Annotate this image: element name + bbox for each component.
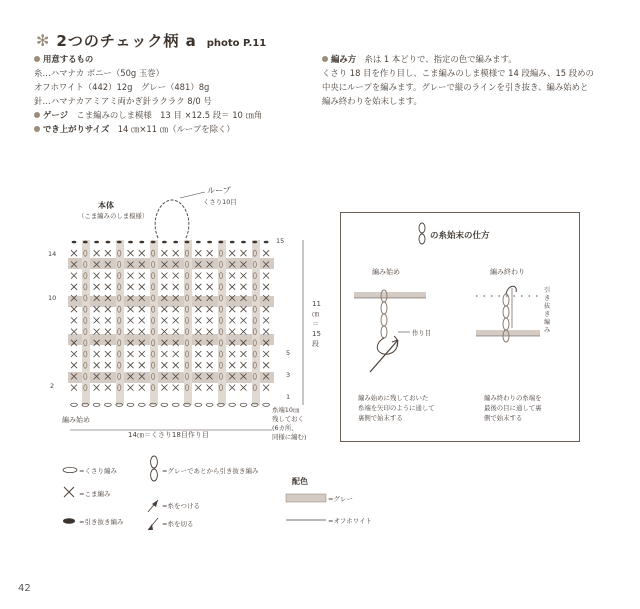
snowflake-icon: ✻ — [36, 31, 51, 50]
sc-stitch-mark — [139, 362, 145, 368]
end-description — [484, 393, 542, 422]
sc-stitch-mark — [94, 317, 100, 323]
sc-stitch-mark — [139, 273, 145, 279]
pull-label-char: 編 — [544, 319, 551, 326]
sc-stitch-mark — [128, 362, 134, 368]
legend-slip-gray: =グレーであとから引き抜き編み — [162, 467, 259, 475]
method-heading: 編み方 — [331, 54, 357, 64]
row-number: 5 — [286, 349, 291, 357]
size-label: でき上がりサイズ — [43, 124, 110, 134]
sc-stitch-mark — [139, 385, 145, 391]
sc-stitch-mark — [207, 329, 213, 335]
description-line: 糸端を矢印のように通して — [358, 404, 435, 412]
end-illustration — [476, 286, 540, 342]
sc-stitch-mark — [207, 284, 213, 290]
description-line: 側で始末する — [484, 414, 523, 422]
sc-stitch-mark — [241, 284, 247, 290]
sc-stitch-mark — [128, 351, 134, 357]
sc-stitch-mark — [161, 329, 167, 335]
chain-stitch-mark — [138, 403, 145, 406]
slip-stitch-mark — [207, 241, 212, 244]
finish-box-title: の糸始末の仕方 — [430, 231, 490, 241]
bullet-icon — [34, 56, 40, 62]
slip-stitch-mark — [219, 241, 224, 244]
slip-stitch-mark — [173, 241, 178, 244]
slip-stitch-mark — [196, 241, 201, 244]
sc-stitch-mark — [229, 284, 235, 290]
chain-stitch-mark — [93, 403, 100, 406]
sc-stitch-mark — [173, 329, 179, 335]
colors-line: オフホワイト（442）12g グレー（481）8g — [34, 82, 210, 92]
sc-stitch-mark — [71, 385, 77, 391]
pull-label-char: き — [544, 311, 551, 318]
row-number: 15 — [276, 237, 285, 245]
slip-stitch-mark — [264, 241, 269, 244]
slip-stitch-mark — [241, 241, 246, 244]
sc-stitch-mark — [241, 385, 247, 391]
pull-label-char: 引 — [544, 287, 551, 294]
slip-stitch-mark — [230, 241, 235, 244]
sc-stitch-mark — [207, 250, 213, 256]
sc-stitch-mark — [139, 351, 145, 357]
slip-stitch-mark — [139, 241, 144, 244]
start-label: 編み始め — [372, 268, 400, 276]
sc-stitch-mark — [128, 385, 134, 391]
sc-stitch-mark — [241, 351, 247, 357]
sc-stitch-mark — [173, 351, 179, 357]
tail-note-line: 同様に編む) — [272, 433, 307, 441]
gray-swatch — [286, 494, 326, 502]
hook-label: 作り目 — [412, 329, 432, 337]
sc-stitch-mark — [105, 351, 111, 357]
method-line: 編み終わりを始末します。 — [322, 96, 422, 106]
size-value: 14 ㎝×11 ㎝（ループを除く） — [117, 124, 235, 134]
sc-stitch-mark — [161, 351, 167, 357]
materials-heading: 用意するもの — [43, 54, 94, 64]
sc-stitch-mark — [128, 306, 134, 312]
sc-stitch-mark — [139, 250, 145, 256]
slip-stitch-mark — [162, 241, 167, 244]
sc-stitch-mark — [263, 284, 269, 290]
sc-stitch-mark — [263, 329, 269, 335]
bullet-icon — [34, 112, 40, 118]
slip-stitch-mark — [252, 241, 257, 244]
sc-stitch-mark — [229, 317, 235, 323]
row-number: 3 — [286, 371, 291, 379]
sc-stitch-mark — [195, 351, 201, 357]
sc-stitch-mark — [207, 306, 213, 312]
sc-stitch-mark — [263, 250, 269, 256]
sc-stitch-mark — [71, 317, 77, 323]
legend-chain: =くさり編み — [79, 467, 117, 475]
sc-stitch-mark — [173, 385, 179, 391]
chain-stitch-mark — [127, 403, 134, 406]
sc-stitch-mark — [173, 250, 179, 256]
sc-stitch-mark — [241, 306, 247, 312]
sc-stitch-mark — [71, 250, 77, 256]
tail-note-line: (6カ所、 — [272, 424, 298, 432]
method-line: 中央にループを編みます。グレーで縦のラインを引き抜き、編み始めと — [322, 82, 589, 92]
page-title: ✻ 2つのチェック柄 a photo P.11 — [36, 31, 267, 50]
sc-stitch-mark — [161, 284, 167, 290]
bullet-icon — [322, 56, 328, 62]
tail-note — [272, 405, 306, 441]
body-sub-label: （こま編みのしま模様） — [78, 212, 149, 220]
gray-slip-icon — [151, 456, 158, 481]
gauge-label: ゲージ — [43, 110, 68, 120]
tail-note-line: 糸端10㎝ — [272, 406, 300, 414]
tail-note-line: 残しておく — [272, 415, 304, 423]
height-label-part: ㎝ — [312, 310, 319, 318]
method-line: くさり 18 目を作り目し、こま編みのしま模様で 14 段編み、15 段めの — [322, 68, 594, 78]
legend-sc: =こま編み — [79, 490, 111, 498]
sc-stitch-mark — [207, 385, 213, 391]
sc-stitch-mark — [241, 362, 247, 368]
sc-stitch-mark — [263, 317, 269, 323]
width-label: 14㎝＝くさり18目作り目 — [128, 431, 209, 439]
photo-ref: photo P.11 — [206, 38, 267, 49]
sc-stitch-mark — [195, 362, 201, 368]
sc-stitch-mark — [71, 351, 77, 357]
chain-stitch-icon — [63, 467, 77, 472]
sc-stitch-mark — [105, 362, 111, 368]
chain-stitch-mark — [263, 403, 270, 406]
color-scheme-heading: 配色 — [292, 477, 308, 486]
legend-cut: =糸を切る — [162, 520, 194, 528]
sc-stitch-mark — [139, 284, 145, 290]
start-description — [358, 393, 435, 422]
gauge-value: こま編みのしま模様 13 目 ×12.5 段＝ 10 ㎝角 — [76, 110, 263, 120]
materials-block — [34, 52, 262, 136]
chain-stitch-mark — [172, 403, 179, 406]
sc-stitch-mark — [105, 317, 111, 323]
needle-line: 針…ハマナカアミアミ両かぎ針ラクラク 8/0 号 — [34, 96, 212, 106]
sc-stitch-mark — [128, 329, 134, 335]
sc-stitch-mark — [94, 306, 100, 312]
attach-yarn-icon — [148, 500, 158, 512]
sc-stitch-mark — [94, 362, 100, 368]
yarn-line: 糸…ハマナカ ボニー（50g 玉巻） — [34, 68, 165, 78]
legend-slip: =引き抜き編み — [79, 518, 124, 526]
sc-stitch-mark — [71, 362, 77, 368]
finish-illustration — [340, 212, 580, 442]
height-label-part: ＝ — [312, 320, 319, 328]
slip-stitch-mark — [83, 241, 88, 244]
row-number: 14 — [48, 250, 57, 258]
sc-stitch-mark — [195, 250, 201, 256]
start-label: 編み始め — [62, 416, 90, 424]
chain-stitch-mark — [229, 403, 236, 406]
sc-stitch-mark — [128, 250, 134, 256]
sc-stitch-mark — [94, 385, 100, 391]
sc-stitch-mark — [207, 362, 213, 368]
sc-stitch-mark — [241, 317, 247, 323]
sc-stitch-mark — [94, 284, 100, 290]
slip-stitch-mark — [117, 241, 122, 244]
legend-attach: =糸をつける — [162, 502, 200, 510]
pull-label — [544, 286, 551, 334]
sc-stitch-mark — [207, 317, 213, 323]
method-block — [322, 52, 594, 108]
row-number: 10 — [48, 294, 57, 302]
slip-chain-icon — [419, 223, 425, 244]
height-label-part: 段 — [312, 340, 319, 348]
sc-stitch-mark — [161, 250, 167, 256]
sc-stitch-mark — [71, 306, 77, 312]
sc-stitch-mark — [161, 306, 167, 312]
sc-stitch-mark — [195, 329, 201, 335]
slip-stitch-mark — [72, 241, 77, 244]
sc-stitch-mark — [105, 250, 111, 256]
pull-label-char: 抜 — [544, 303, 551, 310]
sc-stitch-mark — [139, 317, 145, 323]
start-illustration — [354, 290, 431, 372]
sc-stitch-mark — [161, 385, 167, 391]
slip-stitch-mark — [151, 241, 156, 244]
sc-stitch-mark — [263, 385, 269, 391]
slip-stitch-mark — [185, 241, 190, 244]
chain-stitch-mark — [161, 403, 168, 406]
sc-stitch-mark — [229, 306, 235, 312]
chain-stitch-mark — [105, 403, 112, 406]
sc-stitch-mark — [229, 250, 235, 256]
description-line: 編み始めに残しておいた — [358, 394, 429, 402]
sc-stitch-mark — [173, 317, 179, 323]
height-label-part: 11 — [312, 300, 321, 308]
sc-stitch-mark — [229, 273, 235, 279]
row-number: 2 — [50, 382, 55, 390]
sc-stitch-mark — [139, 306, 145, 312]
cut-yarn-icon — [148, 518, 158, 530]
sc-stitch-mark — [207, 351, 213, 357]
sc-stitch-mark — [173, 284, 179, 290]
chain-stitch-mark — [206, 403, 213, 406]
height-label-part: 15 — [312, 330, 321, 338]
height-label — [312, 300, 321, 348]
sc-stitch-mark — [128, 273, 134, 279]
sc-stitch-mark — [94, 273, 100, 279]
chain-stitch-mark — [71, 403, 78, 406]
loop-sub-label: くさり10目 — [203, 198, 237, 206]
sc-stitch-mark — [229, 362, 235, 368]
sc-stitch-mark — [195, 385, 201, 391]
description-line: 編み終わりの糸端を — [484, 394, 542, 402]
description-line: 最後の目に通して裏 — [484, 404, 542, 412]
sc-stitch-mark — [105, 385, 111, 391]
sc-stitch-mark — [195, 317, 201, 323]
page-number: 42 — [18, 583, 31, 594]
sc-stitch-mark — [229, 351, 235, 357]
sc-stitch-mark — [105, 273, 111, 279]
pull-label-char: き — [544, 295, 551, 302]
end-label: 編み終わり — [490, 268, 525, 276]
sc-stitch-mark — [241, 250, 247, 256]
sc-stitch-mark — [229, 329, 235, 335]
crochet-chart — [0, 180, 330, 450]
sc-stitch-mark — [94, 250, 100, 256]
gray-label: =グレー — [328, 495, 353, 503]
sc-stitch-mark — [195, 306, 201, 312]
sc-stitch-mark — [128, 317, 134, 323]
slip-stitch-mark — [94, 241, 99, 244]
sc-stitch-mark — [105, 306, 111, 312]
sc-stitch-mark — [229, 385, 235, 391]
sc-stitch-mark — [263, 362, 269, 368]
pull-label-char: み — [544, 327, 551, 334]
body-label: 本体 — [98, 201, 114, 210]
sc-stitch-mark — [94, 329, 100, 335]
chain-stitch-mark — [240, 403, 247, 406]
single-crochet-icon — [64, 487, 74, 497]
sc-stitch-mark — [173, 362, 179, 368]
loop-chain — [155, 200, 189, 238]
sc-stitch-mark — [241, 273, 247, 279]
sc-stitch-mark — [263, 306, 269, 312]
row-number: 1 — [286, 393, 291, 401]
sc-stitch-mark — [105, 284, 111, 290]
sc-stitch-mark — [195, 273, 201, 279]
sc-stitch-mark — [128, 284, 134, 290]
sc-stitch-mark — [71, 273, 77, 279]
sc-stitch-mark — [161, 317, 167, 323]
sc-stitch-mark — [263, 273, 269, 279]
loop-label: ループ — [207, 186, 231, 195]
sc-stitch-mark — [241, 329, 247, 335]
color-scheme — [282, 474, 402, 534]
sc-stitch-mark — [161, 362, 167, 368]
sc-stitch-mark — [161, 273, 167, 279]
method-lead: 糸は 1 本どりで、指定の色で編みます。 — [364, 54, 517, 64]
sc-stitch-mark — [263, 351, 269, 357]
white-label: =オフホワイト — [328, 517, 373, 525]
sc-stitch-mark — [173, 306, 179, 312]
chain-stitch-mark — [195, 403, 202, 406]
slip-stitch-icon — [63, 518, 75, 524]
slip-stitch-mark — [128, 241, 133, 244]
bullet-icon — [34, 126, 40, 132]
sc-stitch-mark — [94, 351, 100, 357]
sc-stitch-mark — [105, 329, 111, 335]
sc-stitch-mark — [207, 273, 213, 279]
sc-stitch-mark — [71, 284, 77, 290]
sc-stitch-mark — [139, 329, 145, 335]
sc-stitch-mark — [173, 273, 179, 279]
description-line: 裏側で始末する — [358, 414, 403, 422]
sc-stitch-mark — [195, 284, 201, 290]
slip-stitch-mark — [106, 241, 111, 244]
sc-stitch-mark — [71, 329, 77, 335]
